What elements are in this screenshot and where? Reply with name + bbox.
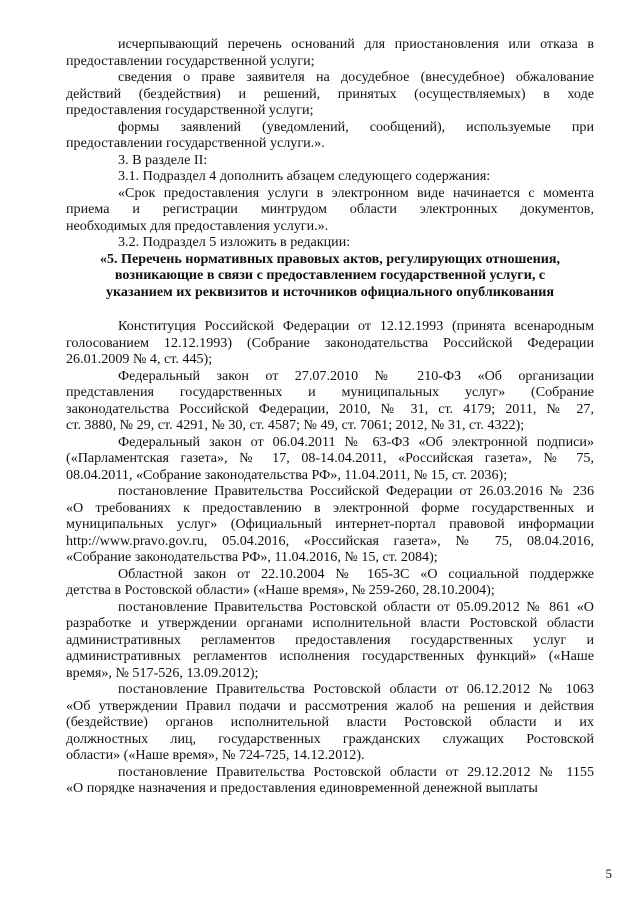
paragraph (66, 152, 594, 169)
paragraph-line: («Парламентская газета», № 17, 08-14.04.2011, «Российская газета», № 75, (66, 450, 594, 467)
paragraph-line: постановление Правительства Ростовской области от 29.12.2012 № 1155 (118, 763, 594, 780)
paragraph-line: постановление Правительства Ростовской области от 05.09.2012 № 861 «О (118, 598, 594, 615)
heading-line: указанием их реквизитов и источников официального опубликования (105, 283, 555, 300)
paragraph-line: административных регламентов исполнения государственных функций» («Наше (66, 648, 594, 665)
paragraph-line: муниципальных услуг» (Официальный интернет-портал правовой информации (66, 516, 594, 533)
paragraph (66, 681, 594, 764)
paragraph-line: 3.2. Подраздел 5 изложить в редакции: (118, 234, 351, 250)
paragraph-line: ст. 3880, № 29, ст. 4291, № 30, ст. 4587; № 49, ст. 7061; 2012, № 31, ст. 4322); (66, 417, 525, 434)
paragraph (66, 434, 594, 484)
paragraph (66, 119, 594, 152)
heading-line: возникающие в связи с предоставлением государственной услуги, с (114, 267, 546, 284)
paragraph-line: Федеральный закон от 27.07.2010 № 210-ФЗ «Об организации (118, 367, 594, 384)
paragraph-line: приема и регистрации минтрудом области электронных документов, (66, 201, 594, 217)
document-body (66, 36, 594, 797)
paragraph (66, 764, 594, 797)
paragraph (66, 185, 594, 235)
page-number: 5 (605, 866, 612, 881)
paragraph-line: административных регламентов предоставления государственных услуг и (66, 631, 594, 648)
paragraph (66, 599, 594, 682)
paragraph-line: http://www.pravo.gov.ru, 05.04.2016, «Российская газета», № 75, 08.04.2016, (66, 532, 594, 549)
paragraph-gap (66, 300, 594, 318)
paragraph (66, 234, 594, 251)
paragraph (66, 36, 594, 69)
paragraph-line: Областной закон от 22.10.2004 № 165-ЗС «О социальной поддержке (118, 565, 594, 582)
paragraph-line: 08.04.2011, «Собрание законодательства РФ», 11.04.2011, № 15, ст. 2036); (66, 466, 508, 483)
paragraph-line: представления государственных и муниципальных услуг» (Собрание (66, 384, 594, 401)
paragraph-line: голосованием 12.12.1993) (Собрание законодательства Российской Федерации (66, 334, 594, 351)
paragraph-line: 3.1. Подраздел 4 дополнить абзацем следующего содержания: (118, 168, 491, 184)
paragraph-line: постановление Правительства Российской Федерации от 26.03.2016 № 236 (118, 483, 594, 500)
section-heading (66, 251, 594, 301)
paragraph-line: Федеральный закон от 06.04.2011 № 63-ФЗ «Об электронной подписи» (118, 433, 594, 450)
paragraph-line: законодательства Российской Федерации, 2010, № 31, ст. 4179; 2011, № 27, (66, 400, 594, 417)
paragraph-line: «Срок предоставления услуги в электронном виде начинается с момента (118, 184, 594, 201)
paragraph (66, 318, 594, 368)
paragraph-line: необходимых для предоставления услуги.». (66, 217, 329, 234)
paragraph-line: предоставления государственной услуги; (66, 102, 314, 118)
paragraph-line: формы заявлений (уведомлений, сообщений), используемые при (118, 118, 594, 135)
paragraph-line: действий (бездействия) и решений, принятых (осуществляемых) в ходе (66, 85, 594, 102)
paragraph-line: области» («Наше время», № 724-725, 14.12.2012). (66, 747, 365, 764)
paragraph-line: время», № 517-526, 13.09.2012); (66, 664, 259, 681)
paragraph-line: разработке и утверждении органами исполнительной власти Ростовской области (66, 615, 594, 632)
paragraph-line: предоставлении государственной услуги; (66, 52, 315, 69)
paragraph-line: «О требованиях к предоставлению в электронной форме государственных и (66, 499, 594, 516)
paragraph-line: предоставлении государственной услуги.». (66, 135, 325, 151)
paragraph (66, 168, 594, 185)
paragraph (66, 69, 594, 119)
paragraph-line: должностных лиц, государственных гражданских служащих Ростовской (66, 730, 594, 747)
paragraph-line: постановление Правительства Ростовской области от 06.12.2012 № 1063 (118, 681, 594, 698)
paragraph-line: детства в Ростовской области» («Наше время», № 259-260, 28.10.2004); (66, 582, 495, 599)
paragraph-line: 26.01.2009 № 4, ст. 445); (66, 351, 213, 368)
paragraph-line: «О порядке назначения и предоставления единовременной денежной выплаты (66, 780, 538, 797)
paragraph-line: «Собрание законодательства РФ», 11.04.2016, № 15, ст. 2084); (66, 549, 438, 566)
paragraph-line: «Об утверждении Правил подачи и рассмотрения жалоб на решения и действия (66, 697, 594, 714)
paragraph-line: 3. В разделе II: (118, 151, 208, 168)
heading-line: «5. Перечень нормативных правовых актов, регулирующих отношения, (99, 250, 561, 267)
paragraph (66, 566, 594, 599)
paragraph (66, 368, 594, 434)
paragraph-line: Конституция Российской Федерации от 12.12.1993 (принята всенародным (118, 318, 594, 335)
paragraph (66, 483, 594, 566)
paragraph-line: исчерпывающий перечень оснований для приостановления или отказа в (118, 36, 594, 52)
paragraph-line: (бездействие) органов исполнительной власти Ростовской области и их (66, 714, 594, 731)
paragraph-line: сведения о праве заявителя на досудебное (внесудебное) обжалование (118, 69, 594, 85)
